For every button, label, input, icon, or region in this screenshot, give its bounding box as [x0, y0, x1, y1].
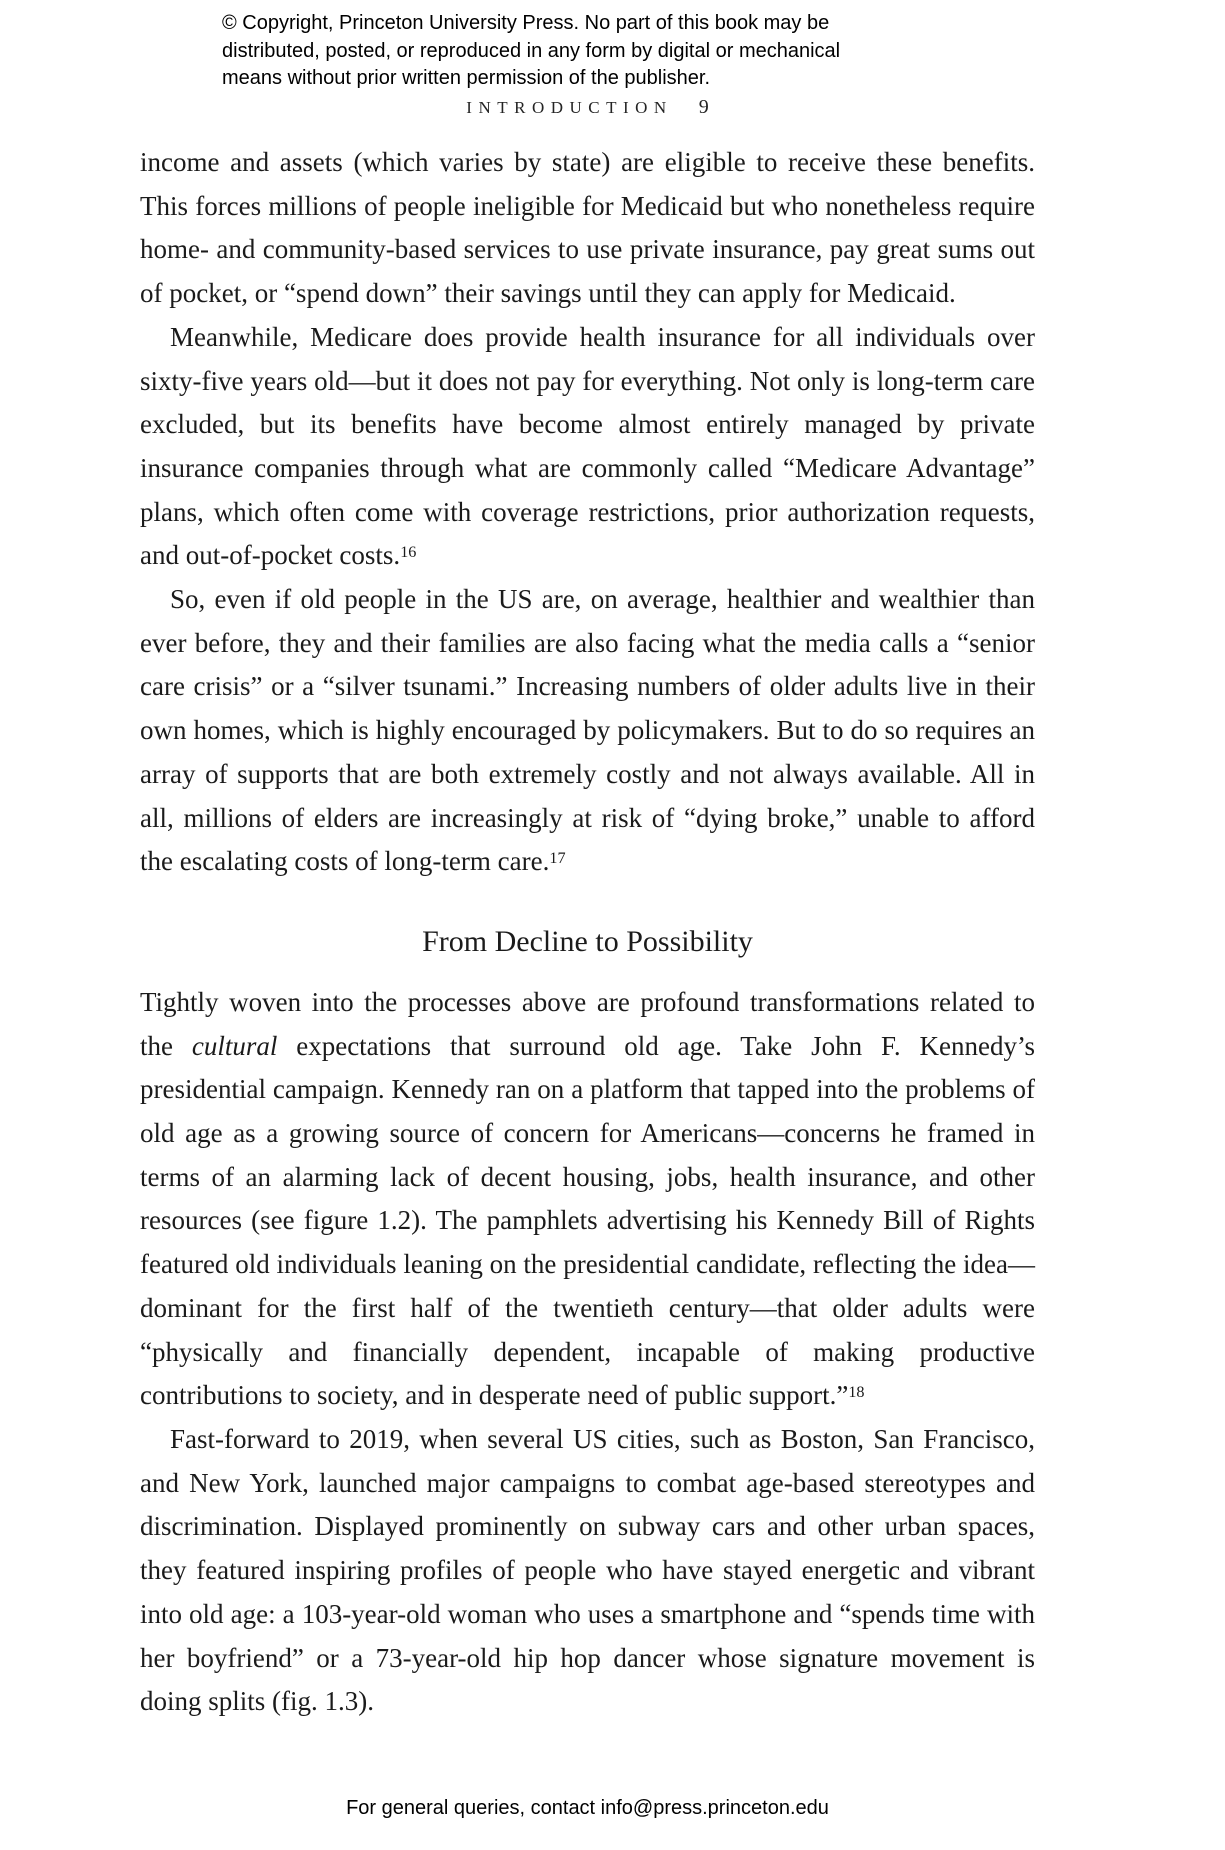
copyright-line: © Copyright, Princeton University Press. No part of this book may be [222, 12, 830, 34]
text-run: income and assets (which varies by state) are eligible to receive these benefits. This forces millions of people ineligible for Medicaid but who nonetheless require home- and community-based services to use private insurance, pay great sums out of pocket, or “spend down” their savings until they can apply for Medicaid. [140, 147, 1035, 309]
chapter-title: INTRODUCTION [466, 98, 673, 117]
text-run: Fast-forward to 2019, when several US cities, such as Boston, San Francisco, and New York, launched major campaigns to combat age-based stereotypes and discrimination. Displayed prominently on subway cars and other urban spaces, they featured inspiring profiles of people who have stayed energetic and vibrant into old age: a 103-year-old woman who uses a smartphone and “spends time with her boyfriend” or a 73-year-old hip hop dancer whose signature movement is doing splits (fig. 1.3). [140, 1423, 1035, 1717]
body-paragraph [140, 1418, 1035, 1724]
copyright-line: means without prior written permission of the publisher. [222, 67, 711, 89]
text-run: So, even if old people in the US are, on average, healthier and wealthier than ever before, they and their families are also facing what the media calls a “senior care crisis” or a “silver tsunami.” Increasing numbers of older adults live in their own homes, which is highly encouraged by policymakers. But to do so requires an array of supports that are both extremely costly and not always available. All in all, millions of elders are increasingly at risk of “dying broke,” unable to afford the escalating costs of long-term care. [140, 584, 1035, 877]
running-head [140, 96, 1035, 119]
copyright-notice [222, 10, 840, 93]
text-run: Meanwhile, Medicare does provide health insurance for all individuals over sixty-five years old—but it does not pay for everything. Not only is long-term care excluded, but its benefits have become almost entirely managed by private insurance companies through what are commonly called “Medicare Advantage” plans, which often come with coverage restrictions, prior authorization requests, and out-of-pocket costs. [140, 321, 1035, 571]
footnote-reference: 17 [549, 848, 566, 867]
body-paragraph [140, 316, 1035, 578]
body-paragraph [140, 578, 1035, 884]
section-heading: From Decline to Possibility [422, 924, 753, 958]
body-text [140, 141, 1035, 1724]
italic-text: cultural [191, 1030, 278, 1061]
page-footer: For general queries, contact info@press.princeton.edu [346, 1797, 829, 1819]
text-run: Tightly woven into the processes above are profound transformations related to the [140, 986, 1035, 1061]
copyright-line: distributed, posted, or reproduced in any form by digital or mechanical [222, 39, 841, 62]
body-paragraph [140, 141, 1035, 316]
footnote-reference: 16 [400, 543, 417, 562]
page-number: 9 [698, 96, 709, 118]
footnote-reference: 18 [848, 1383, 865, 1401]
body-paragraph [140, 981, 1035, 1418]
text-run: expectations that surround old age. Take John F. Kennedy’s presidential campaign. Kennedy ran on a platform that tapped into the problems of old age as a growing source of concern for Americans—concerns he framed in terms of an alarming lack of decent housing, jobs, health insurance, and other resources (see figure 1.2). The pamphlets advertising his Kennedy Bill of Rights featured old individuals leaning on the presidential candidate, reflecting the idea—dominant for the first half of the twentieth century—that older adults were “physically and financially dependent, incapable of making productive contributions to society, and in desperate need of public support.” [140, 1030, 1035, 1411]
